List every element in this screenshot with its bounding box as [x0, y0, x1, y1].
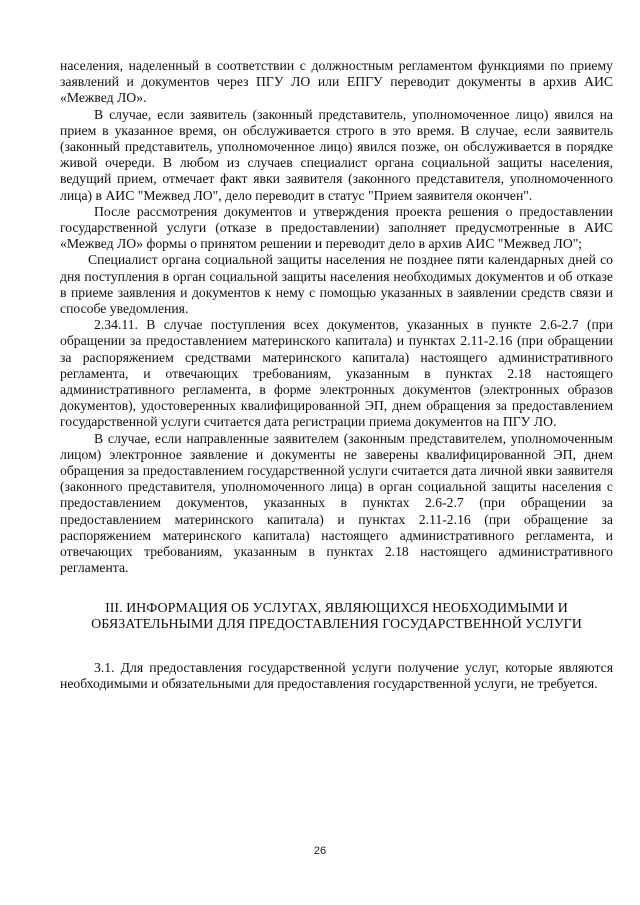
paragraph-appointment-attendance: В случае, если заявитель (законный представитель, уполномоченное лицо) явился на прием в указанное время, он обслуживается строго в это время. В случае, если заявитель (законный представитель, уполномоченное лицо) явился позже, он обслуживается в порядке живой очереди. В любом из случаев специалист органа социальной защиты населения, ведущий прием, отмечает факт явки заявителя (законного представителя, уполномоченного лица) в АИС "Межвед ЛО", дело переводит в статус "Прием заявителя окончен". — [60, 106, 613, 203]
document-page — [60, 58, 613, 693]
paragraph-decision-archive: После рассмотрения документов и утверждения проекта решения о предоставлении государственной услуги (отказе в предоставлении) заполняет предусмотренные в АИС «Межвед ЛО» формы о принятом решении и переводит дело в архив АИС "Межвед ЛО"; — [60, 203, 613, 252]
paragraph-continuation: населения, наделенный в соответствии с должностным регламентом функциями по приему заявлений и документов через ПГУ ЛО или ЕПГУ переводит документы в архив АИС «Межвед ЛО». — [60, 58, 613, 106]
section-heading: III. ИНФОРМАЦИЯ ОБ УСЛУГАХ, ЯВЛЯЮЩИХСЯ НЕОБХОДИМЫМИ И ОБЯЗАТЕЛЬНЫМИ ДЛЯ ПРЕДОСТАВЛЕНИЯ ГОСУДАРСТВЕННОЙ УСЛУГИ — [91, 600, 582, 633]
paragraph-clause-2-34-11: 2.34.11. В случае поступления всех документов, указанных в пункте 2.6-2.7 (при обращении за предоставлением материнского капитала) и пунктах 2.11-2.16 (при обращении за распоряжением средствами материнского капитала) настоящего административного регламента, и отвечающих требованиям, указанным в пунктах 2.18 настоящего административного регламента, в форме электронных документов (электронных образов документов), удостоверенных квалифицированной ЭП, днем обращения за предоставлением государственной услуги считается дата регистрации приема документов на ПГУ ЛО. — [60, 317, 613, 430]
paragraph-unsigned-documents: В случае, если направленные заявителем (законным представителем, уполномоченным лицом) электронное заявление и документы не заверены квалифицированной ЭП, днем обращения за предоставлением государственной услуги считается дата личной явки заявителя (законного представителя, уполномоченного лица) в орган социальной защиты населения с предоставлением документов, указанных в пунктах 2.6-2.7 (при обращении за предоставлением материнского капитала) и пунктах 2.11-2.16 (при обращение за распоряжением материнского капитала) настоящего административного регламента, и отвечающих требованиям, указанным в пунктах 2.18 настоящего административного регламента. — [60, 430, 613, 576]
page-number: 26 — [313, 845, 327, 857]
paragraph-clause-3-1: 3.1. Для предоставления государственной услуги получение услуг, которые являются необходимыми и обязательными для предоставления государственной услуги, не требуется. — [60, 660, 613, 692]
paragraph-specialist-notification: Специалист органа социальной защиты населения не позднее пяти календарных дней со дня поступления в орган социальной защиты населения необходимых документов и об отказе в приеме заявления и документов к нему с помощью указанных в заявлении средств связи и способе уведомления. — [60, 252, 613, 317]
